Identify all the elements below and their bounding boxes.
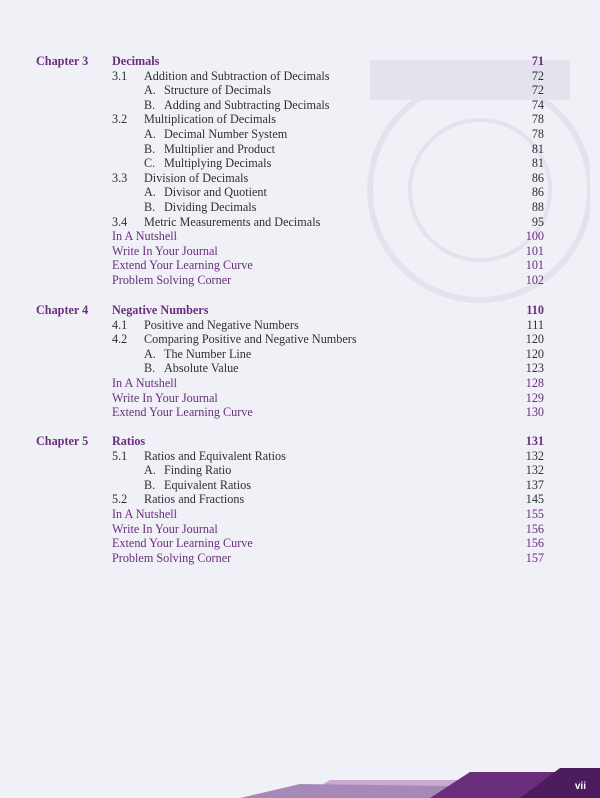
section-title: Multiplication of Decimals — [144, 112, 277, 127]
extra-page: 101 — [525, 243, 544, 258]
extra-title: Write In Your Journal — [112, 521, 218, 536]
extra-page: 102 — [525, 273, 544, 287]
section-page: 78 — [531, 112, 544, 127]
extra-page: 155 — [525, 507, 544, 521]
chapter-heading — [0, 434, 600, 449]
extra-page: 156 — [525, 536, 544, 551]
section-number: 4.2 — [112, 332, 128, 347]
subsection-letter: A. — [144, 346, 156, 361]
subsection-page: 81 — [531, 141, 544, 156]
section-entry — [0, 215, 600, 230]
subsection-entry — [0, 156, 600, 171]
subsection-page: 120 — [525, 346, 544, 361]
subsection-letter: B. — [144, 97, 156, 112]
extra-title: Write In Your Journal — [112, 390, 218, 405]
subsection-entry — [0, 200, 600, 215]
subsection-letter: B. — [144, 477, 156, 492]
extra-title: Extend Your Learning Curve — [112, 405, 253, 420]
extra-entry — [0, 391, 600, 406]
subsection-page: 74 — [531, 97, 544, 112]
subsection-letter: B. — [144, 200, 156, 214]
section-title: Positive and Negative Numbers — [144, 317, 299, 332]
subsection-letter: A. — [144, 127, 156, 141]
subsection-letter: B. — [144, 361, 156, 376]
section-number: 3.3 — [112, 170, 128, 185]
extra-page: 101 — [525, 258, 544, 273]
subsection-title: Multiplying Decimals — [164, 156, 272, 171]
section-title: Division of Decimals — [144, 170, 249, 185]
section-number: 3.4 — [112, 214, 128, 229]
section-number: 5.2 — [112, 492, 128, 507]
chapter-title: Decimals — [112, 54, 160, 68]
subsection-letter: C. — [144, 156, 156, 171]
subsection-entry — [0, 98, 600, 113]
section-number: 5.1 — [112, 448, 128, 463]
extra-page: 130 — [525, 405, 544, 420]
subsection-letter: A. — [144, 83, 156, 98]
subsection-entry — [0, 361, 600, 376]
subsection-page: 137 — [525, 477, 544, 492]
subsection-title: The Number Line — [164, 346, 252, 361]
chapter-title: Ratios — [112, 434, 146, 448]
section-entry — [0, 318, 600, 333]
extra-title: In A Nutshell — [112, 507, 178, 521]
extra-entry — [0, 258, 600, 273]
section-entry — [0, 112, 600, 127]
subsection-letter: A. — [144, 185, 156, 200]
subsection-page: 81 — [531, 156, 544, 171]
subsection-title: Structure of Decimals — [164, 83, 271, 98]
subsection-title: Finding Ratio — [164, 463, 232, 478]
section-entry — [0, 69, 600, 84]
section-entry — [0, 171, 600, 186]
subsection-title: Absolute Value — [164, 361, 239, 376]
section-title: Comparing Positive and Negative Numbers — [144, 332, 357, 347]
extra-title: Write In Your Journal — [112, 243, 218, 258]
subsection-page: 132 — [525, 463, 544, 478]
section-page: 145 — [525, 492, 544, 507]
chapter-label: Chapter 5 — [36, 434, 89, 448]
subsection-entry — [0, 127, 600, 142]
chapter-page: 71 — [531, 54, 544, 68]
extra-page: 129 — [525, 390, 544, 405]
extra-entry — [0, 244, 600, 259]
section-page: 132 — [525, 448, 544, 463]
extra-page: 100 — [525, 229, 544, 244]
extra-entry — [0, 551, 600, 566]
section-entry — [0, 449, 600, 464]
subsection-page: 86 — [531, 185, 544, 200]
extra-title: Problem Solving Corner — [112, 550, 232, 565]
subsection-entry — [0, 463, 600, 478]
section-page: 72 — [531, 68, 544, 83]
section-number: 3.2 — [112, 112, 128, 127]
extra-entry — [0, 522, 600, 537]
subsection-page: 123 — [525, 361, 544, 376]
extra-title: Problem Solving Corner — [112, 273, 232, 287]
section-title: Ratios and Fractions — [144, 492, 245, 507]
subsection-title: Decimal Number System — [164, 127, 288, 141]
subsection-entry — [0, 142, 600, 157]
subsection-title: Dividing Decimals — [164, 200, 257, 214]
section-entry — [0, 492, 600, 507]
extra-page: 128 — [525, 376, 544, 390]
subsection-page: 88 — [531, 200, 544, 214]
extra-entry — [0, 273, 600, 288]
section-title: Addition and Subtraction of Decimals — [144, 68, 330, 83]
section-number: 4.1 — [112, 317, 128, 332]
subsection-entry — [0, 83, 600, 98]
chapter-title: Negative Numbers — [112, 303, 209, 317]
section-title: Metric Measurements and Decimals — [144, 214, 321, 229]
extra-page: 156 — [525, 521, 544, 536]
extra-title: In A Nutshell — [112, 229, 178, 244]
chapter-page: 110 — [526, 303, 544, 317]
subsection-page: 72 — [531, 83, 544, 98]
extra-entry — [0, 405, 600, 420]
section-entry — [0, 332, 600, 347]
chapter-heading — [0, 303, 600, 318]
subsection-title: Divisor and Quotient — [164, 185, 267, 200]
extra-title: Extend Your Learning Curve — [112, 536, 253, 551]
subsection-title: Equivalent Ratios — [164, 477, 251, 492]
section-page: 95 — [531, 214, 544, 229]
chapter-heading — [0, 54, 600, 69]
subsection-title: Multiplier and Product — [164, 141, 276, 156]
extra-entry — [0, 507, 600, 522]
extra-entry — [0, 536, 600, 551]
extra-title: Extend Your Learning Curve — [112, 258, 253, 273]
subsection-entry — [0, 347, 600, 362]
section-page: 111 — [526, 317, 544, 332]
section-number: 3.1 — [112, 68, 128, 83]
page-number: vii — [574, 781, 586, 792]
footer-band — [0, 758, 600, 798]
section-title: Ratios and Equivalent Ratios — [144, 448, 286, 463]
subsection-entry — [0, 185, 600, 200]
subsection-letter: B. — [144, 141, 156, 156]
chapter-label: Chapter 3 — [36, 54, 89, 68]
subsection-letter: A. — [144, 463, 156, 478]
extra-entry — [0, 229, 600, 244]
section-page: 86 — [531, 170, 544, 185]
extra-page: 157 — [525, 550, 544, 565]
chapter-page: 131 — [525, 434, 544, 448]
chapter-label: Chapter 4 — [36, 303, 89, 317]
section-page: 120 — [525, 332, 544, 347]
subsection-entry — [0, 478, 600, 493]
subsection-page: 78 — [531, 127, 544, 141]
extra-title: In A Nutshell — [112, 376, 178, 390]
extra-entry — [0, 376, 600, 391]
subsection-title: Adding and Subtracting Decimals — [164, 97, 330, 112]
